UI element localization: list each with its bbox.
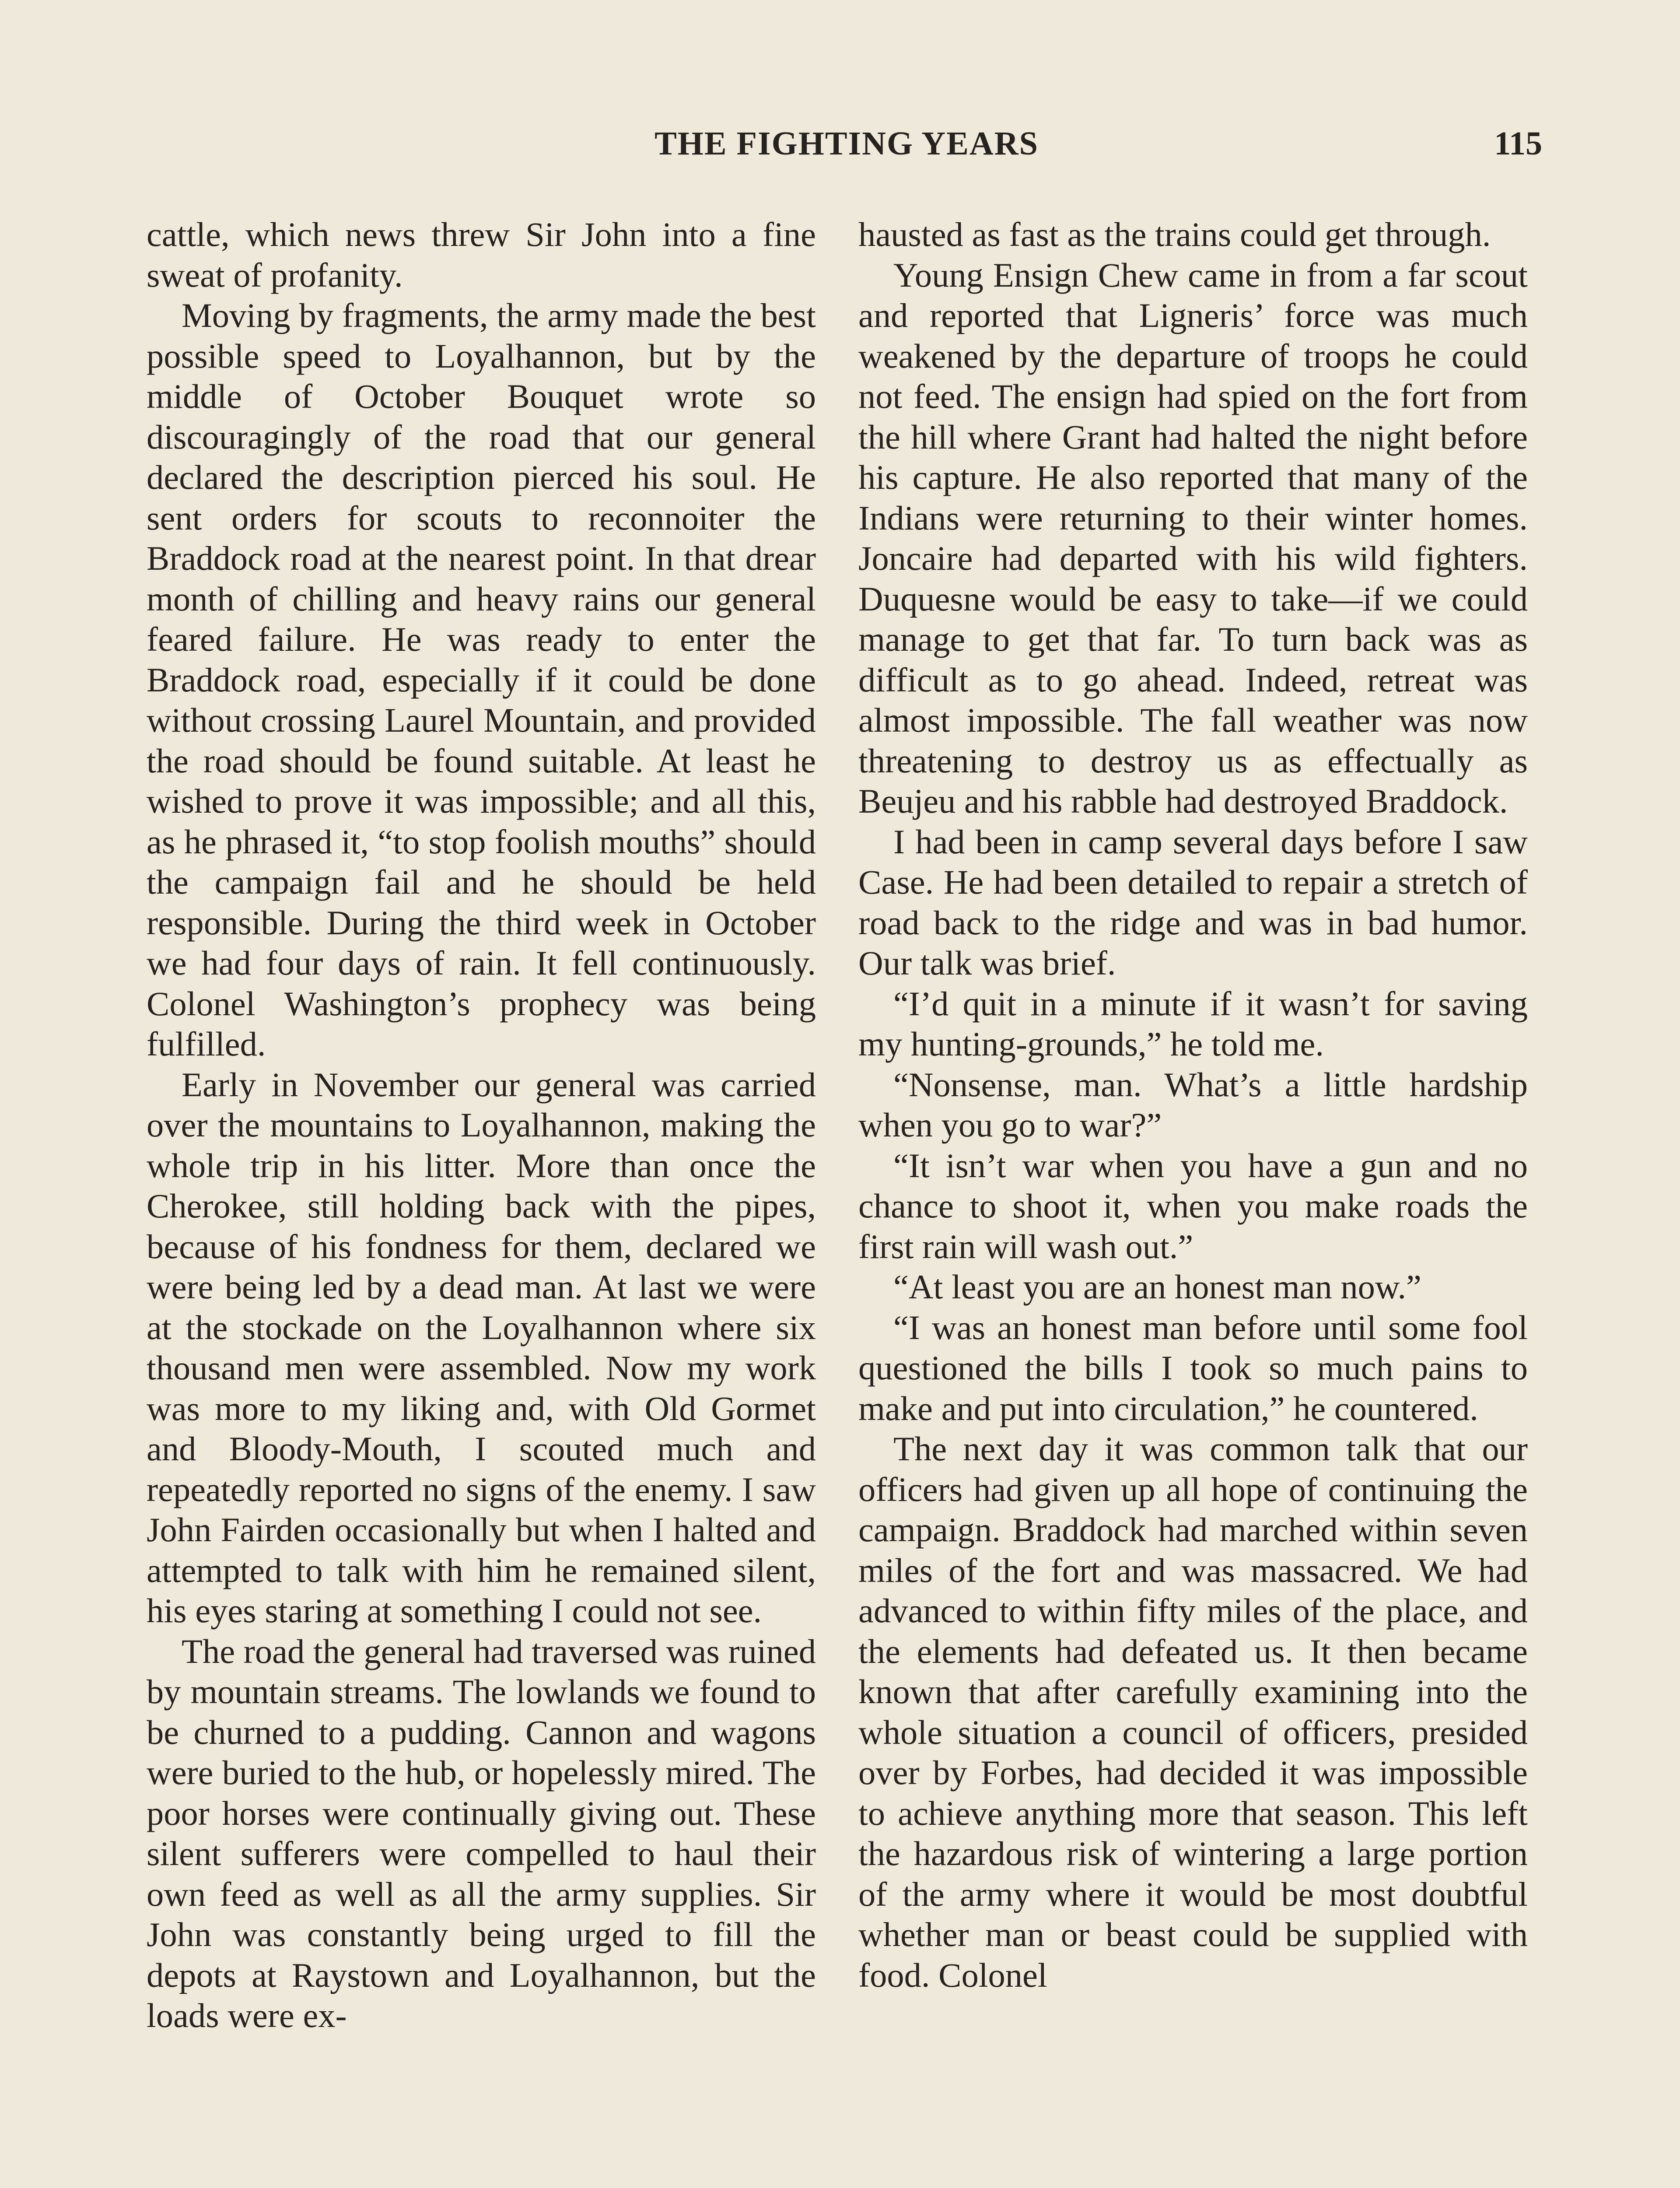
paragraph: Moving by fragments, the army made the best possible speed to Loyalhannon, but by the middle of October Bouquet wrote so discouragingly of the road that our general declared the description pierced his soul. He sent orders for scouts to reconnoiter the Braddock road at the nearest point. In that drear month of chilling and heavy rains our general feared failure. He was ready to enter the Braddock road, especially if it could be done without crossing Laurel Mountain, and provided the road should be found suitable. At least he wished to prove it was impossible; and all this, as he phrased it, “to stop foolish mouths” should the campaign fail and he should be held responsible. During the third week in October we had four days of rain. It fell continuously. Colonel Washington’s prophecy was being fulfilled. [147,296,816,1063]
paragraph: The next day it was common talk that our officers had given up all hope of continuing the campaign. Braddock had marched within seven miles of the fort and was massacred. We had advanced to within fifty miles of the place, and the elements had defeated us. It then became known that after carefully examining into the whole situation a council of officers, presided over by Forbes, had decided it was impossible to achieve anything more that season. This left the hazardous risk of wintering a large portion of the army where it would be most doubtful whether man or beast could be supplied with food. Colonel [858,1430,1528,1994]
paragraph: The road the general had traversed was ruined by mountain streams. The lowlands we found to be churned to a pudding. Cannon and wagons were buried to the hub, or hopelessly mired. The poor horses were continually giving out. These silent sufferers were compelled to haul their own feed as well as all the army supplies. Sir John was constantly being urged to fill the depots at Raystown and Loyalhannon, but the loads were ex- [147,1632,816,2034]
page-number: 115 [1494,125,1542,162]
paragraph: hausted as fast as the trains could get through. [858,215,1491,253]
right-column [858,214,1528,1995]
paragraph: “I was an honest man before until some fool questioned the bills I took so much pains to make and put into circulation,” he countered. [858,1308,1528,1427]
paragraph: I had been in camp several days before I saw Case. He had been detailed to repair a stretch of road back to the ridge and was in bad humor. Our talk was brief. [858,822,1528,982]
paragraph: Early in November our general was carried over the mountains to Loyalhannon, making the whole trip in his litter. More than once the Cherokee, still holding back with the pipes, because of his fondness for them, declared we were being led by a dead man. At last we were at the stockade on the Loyalhannon where six thousand men were assembled. Now my work was more to my liking and, with Old Gormet and Bloody-Mouth, I scouted much and repeatedly reported no signs of the enemy. I saw John Fairden occasionally but when I halted and attempted to talk with him he remained silent, his eyes staring at something I could not see. [147,1065,816,1630]
paragraph: cattle, which news threw Sir John into a fine sweat of profanity. [147,215,816,294]
paragraph: “It isn’t war when you have a gun and no chance to shoot it, when you make roads the first rain will wash out.” [858,1146,1528,1266]
paragraph: “I’d quit in a minute if it wasn’t for saving my hunting-grounds,” he told me. [858,984,1528,1063]
left-column [147,214,816,2036]
paragraph: Young Ensign Chew came in from a far scout and reported that Ligneris’ force was much weakened by the departure of troops he could not feed. The ensign had spied on the fort from the hill where Grant had halted the night before his capture. He also reported that many of the Indians were returning to their winter homes. Joncaire had departed with his wild fighters. Duquesne would be easy to take—if we could manage to get that far. To turn back was as difficult as to go ahead. Indeed, retreat was almost impossible. The fall weather was now threatening to destroy us as effectually as Beujeu and his rabble had destroyed Braddock. [858,256,1528,820]
page-header [151,125,1542,182]
paragraph: “Nonsense, man. What’s a little hardship when you go to war?” [858,1065,1528,1144]
running-head: THE FIGHTING YEARS [654,125,1039,162]
paragraph: “At least you are an honest man now.” [893,1268,1421,1306]
